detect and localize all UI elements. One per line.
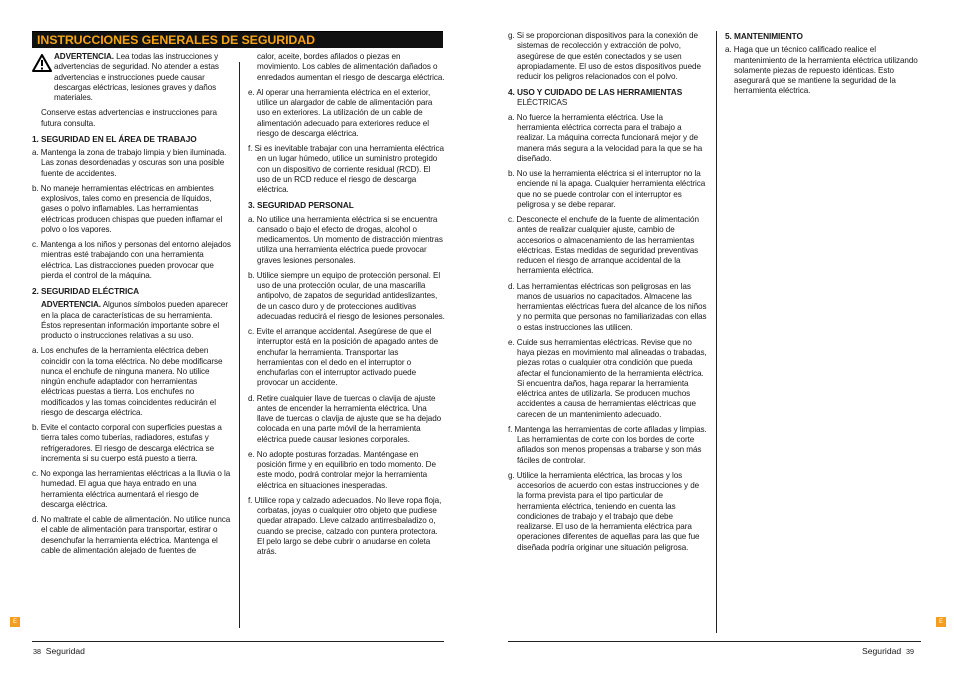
list-item-2d-continued: calor, aceite, bordes afilados o piezas en movimiento. Los cables de alimentación dañados o enredados aumentan el riesgo de descarga eléctrica. (257, 52, 445, 82)
left-column-2 (248, 52, 445, 562)
section-title: INSTRUCCIONES GENERALES DE SEGURIDAD (37, 33, 315, 47)
list-item-5a: a. Haga que un técnico calificado realice el mantenimiento de la herramienta eléctrica utilizando solamente piezas de repuesto idénticas. Esto asegurará que se mantiene la seguridad de la herramienta eléctrica. (725, 45, 918, 96)
section-5-heading: 5. MANTENIMIENTO (725, 31, 803, 41)
right-column-2 (725, 31, 921, 102)
page-number-right: 39 (905, 647, 914, 656)
page-number-left: 38 (33, 647, 41, 656)
list-item-4b: b. No use la herramienta eléctrica si el interruptor no la enciende ni la apaga. Cualquier herramienta eléctrica que no se puede controlar con el interruptor es peligrosa y se debe reparar. (508, 169, 706, 209)
warning-body: Lea todas las instrucciones y advertencias de seguridad. No atender a estas advertencias e instrucciones puede causar descargas eléctricas, lesiones graves y daños materiales. (54, 52, 219, 102)
list-item-2d: d. No maltrate el cable de alimentación. No utilice nunca el cable de alimentación para transportar, estirar o desenchufar la herramienta eléctrica. Mantenga el cable de alimentación alejado de fuentes de (32, 515, 231, 555)
keep-instructions: Conserve estas advertencias e instrucciones para futura consulta. (41, 108, 217, 128)
list-item-2c: c. No exponga las herramientas eléctricas a la lluvia o la humedad. El agua que haya entrado en una herramienta eléctrica aumentará el riesgo de descarga eléctrica. (32, 469, 231, 509)
warning-block (32, 52, 231, 103)
list-item-4d: d. Las herramientas eléctricas son peligrosas en las manos de usuarios no capacitados. Almacene las herramientas eléctricas fuera del alcance de los niños y no permita que personas no familiarizadas con ellas o estas instrucciones las utilicen. (508, 281, 707, 332)
section-2-heading: 2. SEGURIDAD ELÉCTRICA (32, 286, 140, 296)
list-item-1c: c. Mantenga a los niños y personas del entorno alejados mientras esté trabajando con una herramienta eléctrica. Las distracciones pueden provocar que pierda el control de la máquina. (32, 240, 231, 280)
list-item-3g: g. Si se proporcionan dispositivos para la conexión de sistemas de recolección y extracción de polvo, asegúrese de que estén conectados y se usen apropiadamente. El uso de estos dispositivos puede reducir los peligros relacionados con el polvo. (508, 31, 701, 81)
warning-triangle-icon (32, 54, 52, 72)
list-item-4g: g. Utilice la herramienta eléctrica, las brocas y los accesorios de acuerdo con estas instrucciones y de la forma prevista para el tipo particular de herramienta eléctrica, teniendo en cuenta las condiciones de trabajo y el trabajo que debe realizarse. El uso de la herramienta eléctrica para operaciones diferentes de aquellas para las que fue diseñada podría originar une situación peligrosa. (508, 470, 700, 552)
left-column-1 (32, 52, 231, 561)
section-4-heading: 4. USO Y CUIDADO DE LAS HERRAMIENTAS (508, 87, 683, 98)
section-title-bar (32, 31, 443, 48)
list-item-3a: a. No utilice una herramienta eléctrica si se encuentra cansado o bajo el efecto de drogas, alcohol o medicamentos. Un momento de distracción mientras utiliza una herramienta eléctrica puede provocar graves lesiones personales. (248, 214, 443, 265)
list-item-4c: c. Desconecte el enchufe de la fuente de alimentación antes de realizar cualquier ajuste, cambio de accesorios o almacenamiento de las herramientas eléctricas. Estas medidas de seguridad preventivas reducen el riesgo de arranque accidental de la herramienta eléctrica. (508, 215, 699, 276)
list-item-3e: e. No adopte posturas forzadas. Manténgase en posición firme y en equilibrio en todo momento. De este modo, podrá controlar mejor la herramienta eléctrica en situaciones inesperadas. (248, 449, 436, 490)
footer-left (33, 646, 85, 657)
section-3-heading: 3. SEGURIDAD PERSONAL (248, 200, 354, 211)
list-item-4a: a. No fuerce la herramienta eléctrica. Use la herramienta eléctrica correcta para el trabajo a realizar. La máquina correcta funcionará mejor y de manera más segura a la velocidad para la que se ha diseñado. (508, 112, 703, 163)
footer-right (862, 646, 914, 657)
list-item-4e: e. Cuide sus herramientas eléctricas. Revise que no haya piezas en movimiento mal alineadas o trabadas, piezas rotas o cualquier otra condición que pueda afectar el funcionamiento de la herramienta eléctrica. Si encuentra daños, haga reparar la herramienta eléctrica antes de utilizarla. Se producen muchos accidentes a causa de herramientas eléctricas que carecen de un mantenimiento adecuado. (508, 337, 707, 419)
list-item-2b: b. Evite el contacto corporal con superficies puestas a tierra tales como tuberías, radiadores, estufas y refrigeradores. El riesgo de descarga eléctrica se incrementa si su cuerpo está puesto a tierra. (32, 423, 222, 463)
section-1-heading: 1. SEGURIDAD EN EL ÁREA DE TRABAJO (32, 133, 197, 144)
list-item-2a: a. Los enchufes de la herramienta eléctrica deben coincidir con la toma eléctrica. No debe modificarse nunca el enchufe de ninguna manera. No utilice ningún enchufe adaptador con herramientas eléctricas puestas a tierra. Los enchufes no modificados y las tomas coincidentes reducirán el riesgo de descarga eléctrica. (32, 346, 223, 417)
section-2-warning-label: ADVERTENCIA. (41, 300, 101, 310)
column-divider (239, 62, 240, 628)
right-column-1 (508, 31, 707, 558)
language-tab-right: E (936, 617, 946, 627)
list-item-4f: f. Mantenga las herramientas de corte afiladas y limpias. Las herramientas de corte con los bordes de corte afilados son menos propensas a trabarse y son más fáciles de controlar. (508, 424, 707, 465)
list-item-3f: f. Utilice ropa y calzado adecuados. No lleve ropa floja, corbatas, joyas o cualquier otro objeto que pudiese quedar atrapado. Lleve calzado antirresbaladizo o, cuando se precise, calzado con puntera protectora. El pelo largo se debe cubrir o anudarse en coleta atrás. (248, 495, 442, 556)
warning-text (32, 52, 233, 103)
list-item-1a: a. Mantenga la zona de trabajo limpia y bien iluminada. Las zonas desordenadas y oscuras son una posible fuente de accidentes. (32, 148, 227, 178)
warning-label: ADVERTENCIA. (54, 52, 114, 61)
section-2-warning (32, 300, 231, 341)
footer-label-left: Seguridad (45, 646, 85, 656)
footer-rule-right (508, 641, 921, 642)
list-item-3b: b. Utilice siempre un equipo de protección personal. El uso de una protección ocular, de una mascarilla antipolvo, de zapatos de seguridad antideslizantes, de un casco duro y de protecciones auditivas adecuadas reducirá el riesgo de lesiones personales. (248, 270, 445, 321)
section-4-subheading: ELÉCTRICAS (517, 97, 568, 107)
column-divider-right (716, 31, 717, 633)
list-item-2f: f. Si es inevitable trabajar con una herramienta eléctrica en un lugar húmedo, utilice un suministro protegido con un dispositivo de corriente residual (RCD). El uso de un RCD reduce el riesgo de descarga eléctrica. (248, 144, 444, 194)
footer-label-right: Seguridad (862, 646, 902, 656)
language-tab-left: E (10, 617, 20, 627)
section-2-warning-body: Algunos símbolos pueden aparecer en la placa de características de su herramienta. Éstos representan información importante sobre el producto o instrucciones relativas a su uso. (41, 300, 228, 340)
list-item-1b: b. No maneje herramientas eléctricas en ambientes explosivos, tales como en presencia de líquidos, gases o polvo inflamables. Las herramientas eléctricas producen chispas que pueden inflamar el polvo o los vapores. (32, 183, 223, 234)
list-item-3d: d. Retire cualquier llave de tuercas o clavija de ajuste antes de encender la herramienta eléctrica. Una llave de tuercas o clavija de ajuste que se ha dejado colocada en una parte móvil de la herramienta eléctrica puede causar lesiones corporales. (248, 393, 442, 444)
list-item-3c: c. Evite el arranque accidental. Asegúrese de que el interruptor está en la posición de apagado antes de enchufar la herramienta. Transportar las herramientas con el dedo en el interruptor o enchufarlas con el interruptor activado puede provocar un accidente. (248, 327, 439, 388)
footer-rule-left (32, 641, 444, 642)
list-item-2e: e. Al operar una herramienta eléctrica en el exterior, utilice un alargador de cable de alimentación para uso en exteriores. La utilización de un cable de alimentación adecuado para exteriores reduce el riesgo de descarga eléctrica. (248, 87, 433, 138)
